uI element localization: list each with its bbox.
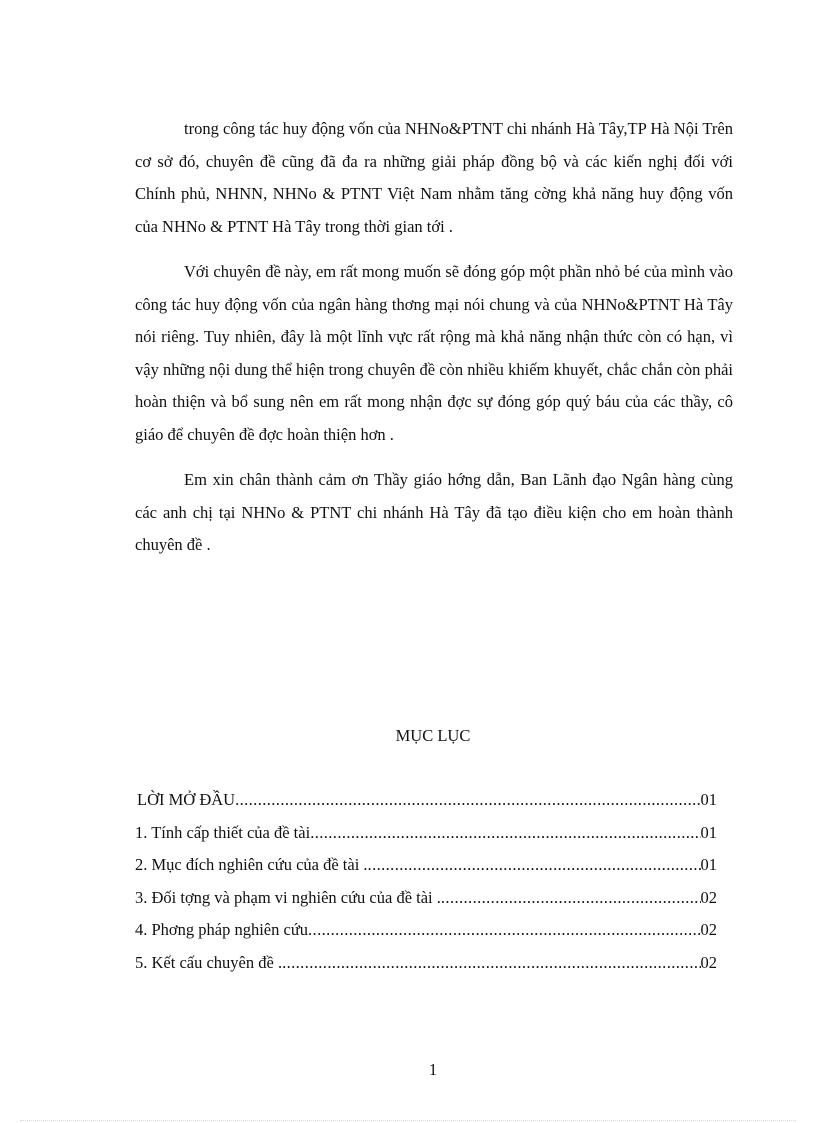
toc-item[interactable] xyxy=(135,947,717,980)
toc-item-label: LỜI MỞ ĐẦU xyxy=(137,790,236,809)
body-text xyxy=(135,113,733,575)
toc-item-page: 01 xyxy=(700,790,717,809)
toc-leader-dots xyxy=(308,914,700,947)
paragraph-3: Em xin chân thành cảm ơn Thầy giáo hớng dẫn, Ban Lãnh đạo Ngân hàng cùng các anh chị tại NHNo & PTNT chi nhánh Hà Tây đã tạo điều kiện cho em hoàn thành chuyên đề . xyxy=(135,470,733,554)
toc-item-label: 1. Tính cấp thiết của đề tài xyxy=(135,822,311,842)
toc-item-page: 02 xyxy=(700,920,717,939)
page-bottom-divider xyxy=(20,1120,796,1121)
toc-item-page: 01 xyxy=(700,855,717,874)
paragraph-1: trong công tác huy động vốn của NHNo&PTNT chi nhánh Hà Tây,TP Hà Nội Trên cơ sở đó, chuyên đề cũng đã đa ra những giải pháp đồng bộ và các kiến nghị đối với Chính phủ, NHNN, NHNo & PTNT Việt Nam nhằm tăng cờng khả năng huy động vốn của NHNo & PTNT Hà Tây trong thời gian tới . xyxy=(135,119,733,236)
paragraph-2: Với chuyên đề này, em rất mong muốn sẽ đóng góp một phần nhỏ bé của mình vào công tác huy động vốn của ngân hàng thơng mại nói chung và của NHNo&PTNT Hà Tây nói riêng. Tuy nhiên, đây là một lĩnh vực rất rộng mà khả năng nhận thức còn có hạn, vì vậy những nội dung thể hiện trong chuyên đề còn nhiều khiếm khuyết, chắc chắn còn phải hoàn thiện và bổ sung nên em rất mong nhận đợc sự đóng góp quý báu của các thầy, cô giáo để chuyên đề đợc hoàn thiện hơn . xyxy=(135,262,733,444)
toc-leader-dots xyxy=(235,784,700,817)
toc-leader-dots xyxy=(310,817,700,850)
page-number: 1 xyxy=(428,1060,438,1079)
toc-item[interactable] xyxy=(135,817,717,850)
toc-leader-dots xyxy=(282,947,700,980)
toc-item-label: 3. Đối tợng và phạm vi nghiên cứu của đề tài . xyxy=(135,887,441,907)
toc-item[interactable] xyxy=(135,849,717,882)
toc-item-page: 01 xyxy=(700,822,717,842)
toc-item[interactable] xyxy=(135,914,717,947)
toc-item-page: 02 xyxy=(700,887,717,907)
toc-item-label: 5. Kết cấu chuyên đề . xyxy=(135,952,283,972)
toc-item-label: 2. Mục đích nghiên cứu của đề tài . xyxy=(135,855,368,874)
toc-leader-dots xyxy=(441,882,701,915)
toc-item-page: 02 xyxy=(700,952,717,972)
toc-title: MỤC LỤC xyxy=(395,726,471,745)
table-of-contents xyxy=(135,784,717,979)
toc-item[interactable] xyxy=(135,882,717,915)
toc-item[interactable] xyxy=(135,784,717,817)
toc-item-label: 4. Phơng pháp nghiên cứu xyxy=(135,920,309,939)
toc-leader-dots xyxy=(368,849,701,882)
